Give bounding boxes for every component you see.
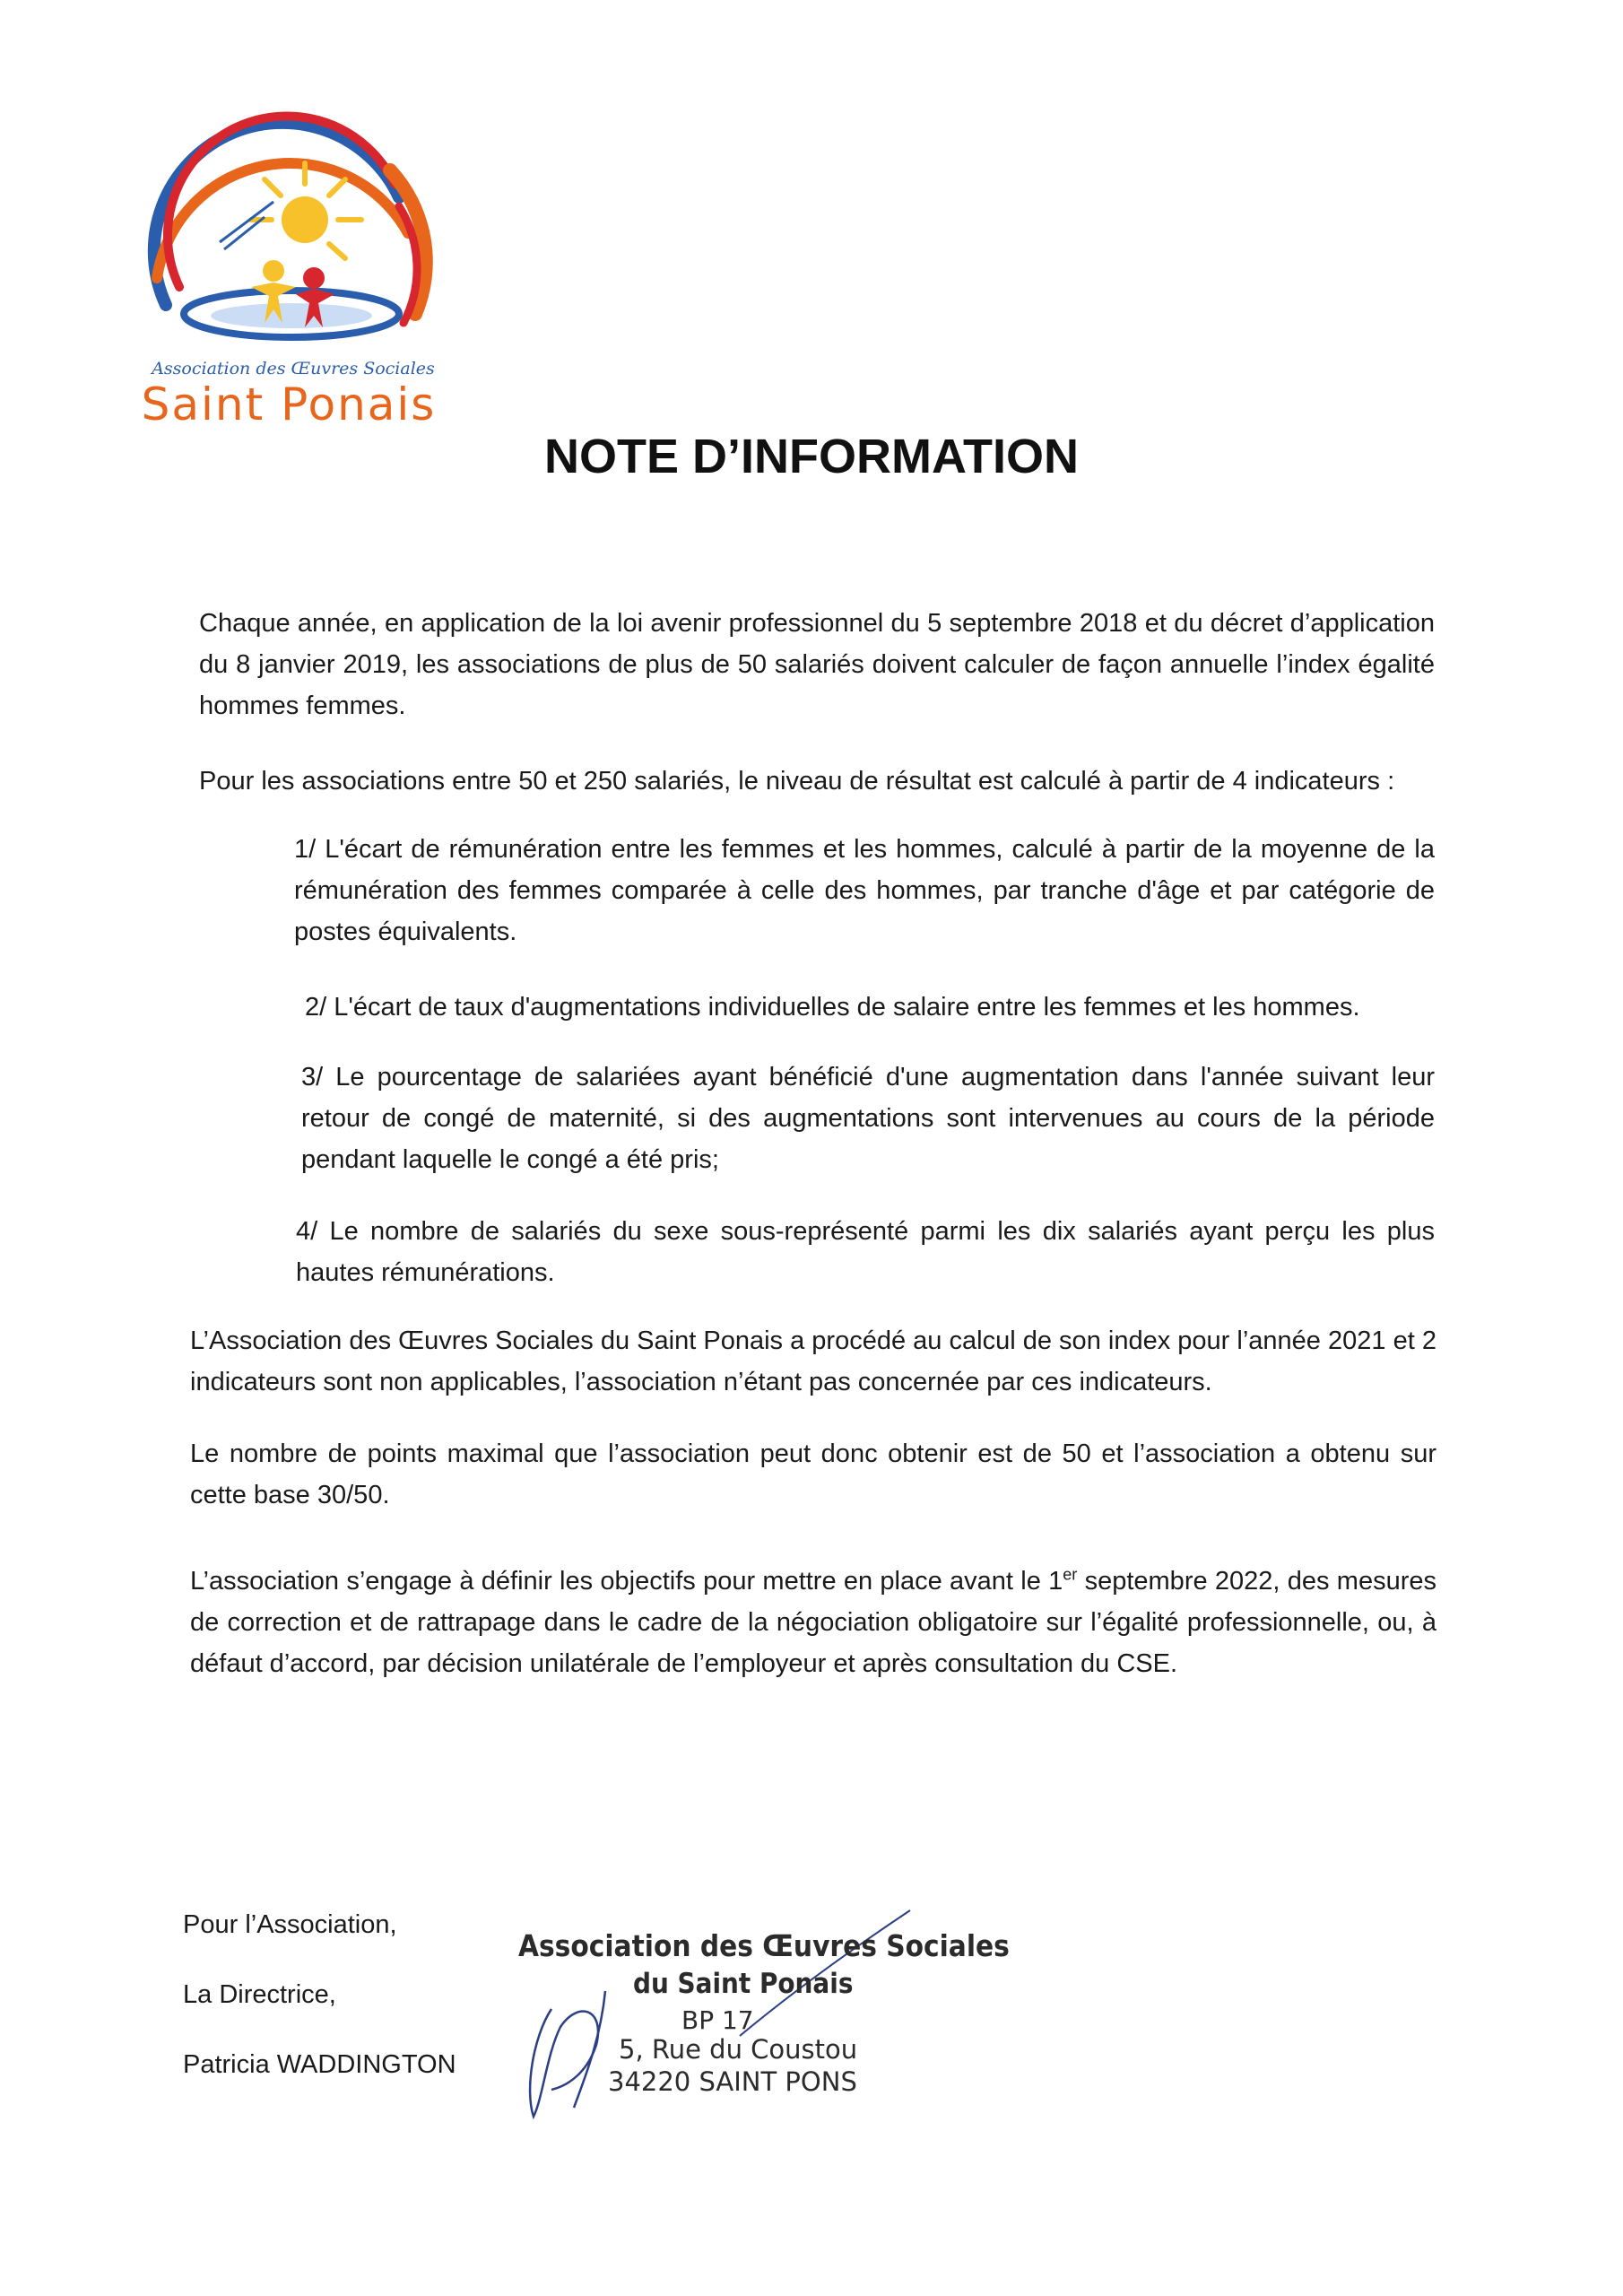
commitment-text-start: L’association s’engage à définir les objectifs pour mettre en place avant le 1 xyxy=(190,1567,1063,1596)
stamp-line-1: Association des Œuvres Sociales xyxy=(518,1928,1010,1963)
intro-paragraph xyxy=(199,603,1435,726)
indicator-4 xyxy=(296,1211,1435,1293)
indicator-2-text: 2/ L'écart de taux d'augmentations individuelles de salaire entre les femmes et les hommes. xyxy=(305,993,1360,1022)
association-index-paragraph xyxy=(190,1320,1436,1403)
points-paragraph xyxy=(190,1433,1436,1516)
stamp-line-4: 5, Rue du Coustou xyxy=(619,2034,858,2065)
page-title: NOTE D’INFORMATION xyxy=(544,430,1079,483)
stamp-line-3: BP 17 xyxy=(681,2005,754,2035)
logo-name: Saint Ponais xyxy=(141,378,437,430)
signature-line-association: Pour l’Association, xyxy=(183,1910,397,1939)
indicator-1-text: 1/ L'écart de rémunération entre les femmes et les hommes, calculé à partir de la moyenne de la rémunération des femmes comparée à celle des hommes, par tranche d'âge et par catégorie de postes équivalents. xyxy=(294,835,1435,946)
indicator-3 xyxy=(301,1057,1435,1180)
stamp-line-2: du Saint Ponais xyxy=(633,1968,854,2000)
association-logo xyxy=(130,99,453,430)
signature-line-role: La Directrice, xyxy=(183,1980,336,2009)
ordinal-superscript: er xyxy=(1063,1565,1078,1584)
indicator-3-text: 3/ Le pourcentage de salariées ayant bénéficié d'une augmentation dans l'année suivant leur retour de congé de maternité, si des augmentations sont intervenues au cours de la période pendant laquelle le congé a été pris; xyxy=(301,1063,1435,1174)
indicator-4-text: 4/ Le nombre de salariés du sexe sous-représenté parmi les dix salariés ayant perçu les plus hautes rémunérations. xyxy=(296,1217,1435,1287)
indicator-2 xyxy=(305,987,1435,1028)
points-text: Le nombre de points maximal que l’association peut donc obtenir est de 50 et l’association a obtenu sur cette base 30/50. xyxy=(190,1439,1436,1509)
signature-line-name: Patricia WADDINGTON xyxy=(183,2050,456,2079)
commitment-paragraph xyxy=(190,1561,1436,1684)
commitment-text xyxy=(190,1561,1436,1684)
association-index-text: L’Association des Œuvres Sociales du Saint Ponais a procédé au calcul de son index pour l’année 2021 et 2 indicateurs sont non applicables, l’association n’étant pas concernée par ces indicateurs. xyxy=(190,1326,1436,1396)
indicators-intro-paragraph xyxy=(199,761,1445,802)
intro-text: Chaque année, en application de la loi avenir professionnel du 5 septembre 2018 et du décret d’application du 8 janvier 2019, les associations de plus de 50 salariés doivent calculer de façon annuelle l’index égalité hommes femmes. xyxy=(199,609,1435,720)
logo-graphic xyxy=(130,99,453,368)
stamp-line-5: 34220 SAINT PONS xyxy=(608,2066,857,2097)
commitment-text-end: septembre 2022, des mesures de correction et de rattrapage dans le cadre de la négociation obligatoire sur l’égalité professionnelle, ou, à défaut d’accord, par décision unilatérale de l’employeur et après consultation du CSE. xyxy=(190,1567,1436,1678)
logo-subtitle: Association des Œuvres Sociales xyxy=(152,359,435,378)
indicator-1 xyxy=(294,829,1435,952)
association-stamp xyxy=(518,1928,1010,2108)
indicators-intro-text: Pour les associations entre 50 et 250 salariés, le niveau de résultat est calculé à partir de 4 indicateurs : xyxy=(199,767,1395,796)
